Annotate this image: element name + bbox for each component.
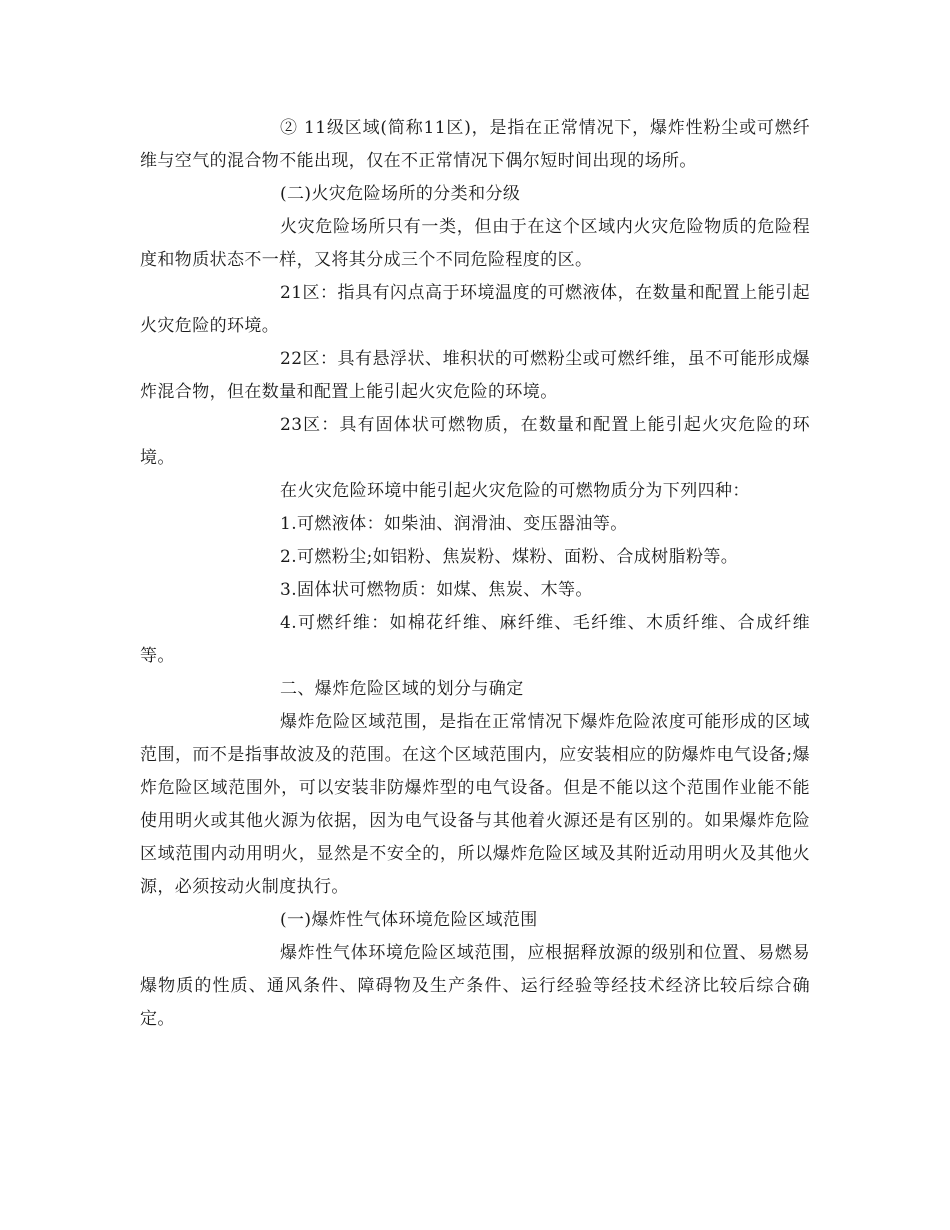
- paragraph-zone-22: 22区：具有悬浮状、堆积状的可燃粉尘或可燃纤维，虽不可能形成爆炸混合物，但在数量和配置上能引起火灾危险的环境。: [140, 349, 810, 402]
- heading-fire-hazard-classification: (二)火灾危险场所的分类和分级: [280, 184, 521, 204]
- list-item-4: 4.可燃纤维：如棉花纤维、麻纤维、毛纤维、木质纤维、合成纤维等。: [140, 613, 810, 666]
- document-body: [140, 112, 810, 1036]
- paragraph-explosion-zone-scope: 爆炸危险区域范围，是指在正常情况下爆炸危险浓度可能形成的区域范围，而不是指事故波及的范围。在这个区域范围内，应安装相应的防爆炸电气设备;爆炸危险区域范围外，可以安装非防爆炸型的电气设备。但是不能以这个范围作业能不能使用明火或其他火源为依据，因为电气设备与其他着火源还是有区别的。如果爆炸危险区域范围内动用明火，显然是不安全的，所以爆炸危险区域及其附近动用明火及其他火源，必须按动火制度执行。: [140, 712, 810, 897]
- list-item-1: 1.可燃液体：如柴油、润滑油、变压器油等。: [280, 514, 628, 534]
- paragraph-zone-11: ② 11级区域(简称11区)，是指在正常情况下，爆炸性粉尘或可燃纤维与空气的混合物不能出现，仅在不正常情况下偶尔短时间出现的场所。: [140, 118, 810, 171]
- heading-gas-environment-zone: (一)爆炸性气体环境危险区域范围: [280, 910, 538, 930]
- paragraph-gas-environment-zone: 爆炸性气体环境危险区域范围，应根据释放源的级别和位置、易燃易爆物质的性质、通风条件、障碍物及生产条件、运行经验等经技术经济比较后综合确定。: [140, 943, 810, 1029]
- paragraph-zone-21: 21区：指具有闪点高于环境温度的可燃液体，在数量和配置上能引起火灾危险的环境。: [140, 283, 810, 336]
- heading-explosion-zone-division: 二、爆炸危险区域的划分与确定: [280, 679, 524, 699]
- paragraph-zone-23: 23区：具有固体状可燃物质，在数量和配置上能引起火灾危险的环境。: [140, 415, 810, 468]
- paragraph-combustibles-intro: 在火灾危险环境中能引起火灾危险的可燃物质分为下列四种：: [280, 481, 750, 501]
- paragraph-fire-hazard-intro: 火灾危险场所只有一类，但由于在这个区域内火灾危险物质的危险程度和物质状态不一样，又将其分成三个不同危险程度的区。: [140, 217, 810, 270]
- list-item-3: 3.固体状可燃物质：如煤、焦炭、木等。: [280, 580, 593, 600]
- list-item-2: 2.可燃粉尘;如铝粉、焦炭粉、煤粉、面粉、合成树脂粉等。: [280, 547, 739, 567]
